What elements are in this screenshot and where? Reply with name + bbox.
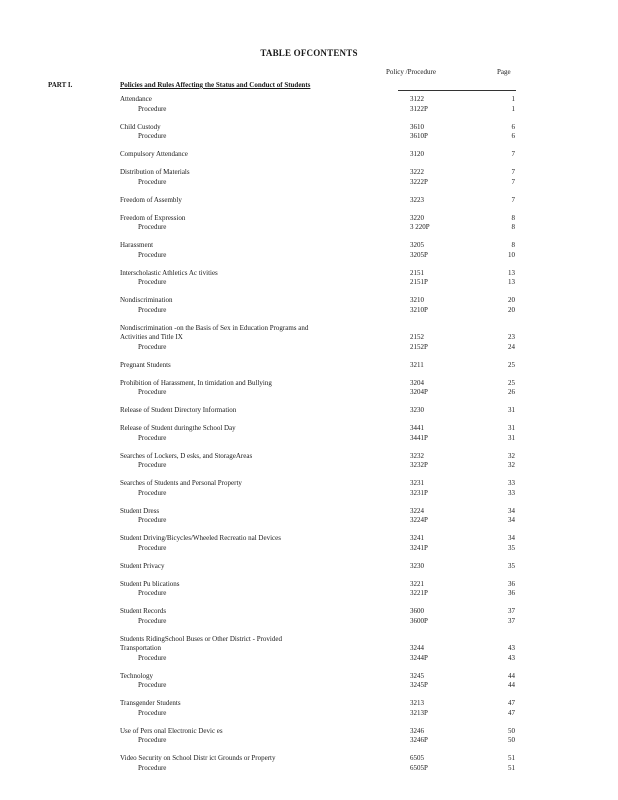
toc-policy-number: 3241P — [410, 543, 428, 552]
toc-line — [0, 672, 618, 682]
toc-procedure-line — [0, 434, 618, 444]
toc-line-title: Pregnant Students — [120, 360, 171, 369]
toc-page-number: 6 — [511, 132, 515, 140]
toc-line-title: Student Dress — [120, 506, 160, 515]
toc-page-number: 13 — [508, 278, 515, 286]
toc-entry — [0, 241, 618, 260]
toc-line-title: Release of Student duringthe School Day — [120, 424, 236, 432]
toc-entry — [0, 361, 618, 371]
toc-policy-number: 2151 — [410, 268, 424, 277]
toc-line — [0, 580, 618, 590]
toc-line-title: Searches of Students and Personal Property — [120, 479, 242, 487]
toc-page-number: 24 — [508, 342, 515, 351]
toc-line — [0, 699, 618, 709]
toc-line — [0, 296, 618, 306]
toc-page-number: 31 — [508, 406, 515, 414]
toc-policy-number: 3122P — [410, 104, 428, 113]
toc-policy-number: 3245P — [410, 681, 428, 689]
toc-line-title: Procedure — [138, 681, 167, 689]
toc-procedure-line — [0, 388, 618, 398]
toc-policy-number: 3244 — [410, 644, 424, 652]
toc-line-title: Procedure — [138, 589, 167, 597]
toc-line-title: Searches of Lockers, D esks, and StorageAreas — [120, 451, 253, 460]
toc-entry — [0, 123, 618, 142]
page-column-header: Page — [497, 68, 511, 76]
toc-procedure-line — [0, 178, 618, 188]
toc-line-title: Student Records — [120, 607, 167, 615]
toc-policy-number: 3210P — [410, 305, 428, 314]
toc-line-title: Procedure — [138, 616, 167, 625]
toc-line — [0, 269, 618, 279]
toc-entry — [0, 580, 618, 599]
toc-line-title: Technology — [120, 671, 153, 680]
toc-page-number: 44 — [508, 681, 515, 689]
toc-line — [0, 379, 618, 389]
toc-entry — [0, 196, 618, 206]
policy-column-header: Policy /Procedure — [386, 68, 436, 76]
toc-entry — [0, 424, 618, 443]
toc-line — [0, 324, 618, 334]
toc-line-title: Students RidingSchool Buses or Other District - Provided — [120, 634, 282, 643]
toc-page-number: 35 — [508, 561, 515, 570]
toc-page-number: 7 — [511, 177, 515, 186]
toc-procedure-line — [0, 343, 618, 353]
toc-procedure-line — [0, 764, 618, 774]
toc-line-title: Procedure — [138, 653, 167, 662]
toc-entry — [0, 150, 618, 160]
toc-policy-number: 3205 — [410, 241, 424, 249]
toc-line-title: Prohibition of Harassment, In timidation and Bullying — [120, 378, 272, 387]
part-label: PART I. — [48, 81, 73, 89]
toc-line-title: Procedure — [138, 516, 167, 524]
toc-line-title: Procedure — [138, 132, 167, 140]
page-title: TABLE OFCONTENTS — [260, 48, 358, 58]
toc-policy-number: 3610 — [410, 122, 424, 131]
toc-entry-list — [0, 95, 618, 782]
toc-procedure-line — [0, 132, 618, 142]
toc-page-number: 7 — [511, 168, 515, 176]
toc-entry — [0, 406, 618, 416]
toc-line — [0, 644, 618, 654]
toc-line-title: Harassment — [120, 241, 154, 249]
toc-page-number: 1 — [511, 104, 515, 113]
toc-entry — [0, 534, 618, 553]
toc-policy-number: 6505P — [410, 763, 428, 772]
header-underline — [398, 90, 516, 91]
toc-policy-number: 2152P — [410, 342, 428, 351]
toc-policy-number: 3211 — [410, 360, 424, 369]
toc-policy-number: 3230 — [410, 561, 424, 570]
toc-page-number: 50 — [508, 726, 515, 735]
toc-page-number: 33 — [508, 488, 515, 497]
toc-line — [0, 562, 618, 572]
toc-line — [0, 727, 618, 737]
toc-page-number: 43 — [508, 653, 515, 662]
toc-policy-number: 3221 — [410, 579, 424, 588]
toc-page-number: 8 — [511, 213, 515, 222]
toc-procedure-line — [0, 654, 618, 664]
part-title: Policies and Rules Affecting the Status and Conduct of Students — [120, 81, 311, 89]
toc-page-number: 20 — [508, 305, 515, 314]
toc-procedure-line — [0, 589, 618, 599]
toc-line-title: Nondiscrimination -on the Basis of Sex in Education Programs and — [120, 323, 309, 332]
toc-entry — [0, 324, 618, 353]
toc-policy-number: 3213 — [410, 699, 424, 707]
toc-entry — [0, 699, 618, 718]
toc-policy-number: 3600P — [410, 616, 428, 625]
toc-entry — [0, 727, 618, 746]
toc-entry — [0, 379, 618, 398]
toc-line-title: Procedure — [138, 104, 167, 113]
toc-line-title: Procedure — [138, 736, 167, 744]
toc-page-number: 35 — [508, 543, 515, 552]
toc-line-title: Student Pu blications — [120, 579, 180, 588]
toc-line-title: Video Security on School Distr ict Grounds or Property — [120, 754, 276, 762]
toc-page-number: 47 — [508, 708, 515, 717]
toc-procedure-line — [0, 278, 618, 288]
toc-page-number: 47 — [508, 699, 515, 707]
toc-entry — [0, 562, 618, 572]
toc-line — [0, 241, 618, 251]
toc-policy-number: 2152 — [410, 333, 424, 341]
toc-policy-number: 3232P — [410, 461, 428, 469]
toc-line — [0, 214, 618, 224]
toc-page-number: 23 — [508, 333, 515, 341]
toc-page-number: 36 — [508, 589, 515, 597]
toc-page-number: 51 — [508, 754, 515, 762]
toc-page-number: 31 — [508, 433, 515, 442]
toc-line-title: Procedure — [138, 461, 167, 469]
toc-page-number: 1 — [511, 95, 515, 103]
toc-line — [0, 168, 618, 178]
toc-procedure-line — [0, 223, 618, 233]
toc-entry — [0, 672, 618, 691]
toc-page-number: 34 — [508, 534, 515, 542]
toc-policy-number: 3222 — [410, 168, 424, 176]
toc-policy-number: 3245 — [410, 671, 424, 680]
toc-policy-number: 3120 — [410, 150, 424, 158]
toc-entry — [0, 607, 618, 626]
toc-entry — [0, 269, 618, 288]
toc-line-title: Procedure — [138, 177, 167, 186]
toc-entry — [0, 754, 618, 773]
toc-line-title: Procedure — [138, 342, 167, 351]
toc-line-title: Attendance — [120, 95, 152, 103]
toc-page-number: 37 — [508, 607, 515, 615]
toc-policy-number: 3241 — [410, 534, 424, 542]
toc-entry — [0, 452, 618, 471]
toc-line — [0, 754, 618, 764]
toc-policy-number: 3441P — [410, 433, 428, 442]
toc-policy-number: 3246P — [410, 736, 428, 744]
toc-line-title: Nondiscrimination — [120, 296, 173, 304]
toc-page-number: 10 — [508, 250, 515, 259]
toc-policy-number: 3210 — [410, 296, 424, 304]
toc-line-title: Transportation — [120, 644, 161, 652]
toc-page-number: 32 — [508, 451, 515, 460]
toc-line-title: Procedure — [138, 763, 167, 772]
toc-policy-number: 3204P — [410, 388, 428, 396]
toc-policy-number: 3223 — [410, 195, 424, 204]
toc-page-number: 51 — [508, 763, 515, 772]
toc-page-number: 7 — [511, 150, 515, 158]
toc-policy-number: 3231 — [410, 479, 424, 487]
toc-policy-number: 3232 — [410, 451, 424, 460]
toc-procedure-line — [0, 461, 618, 471]
toc-page-number: 6 — [511, 122, 515, 131]
toc-policy-number: 3231P — [410, 488, 428, 497]
toc-page-number: 25 — [508, 360, 515, 369]
toc-policy-number: 3204 — [410, 378, 424, 387]
toc-line-title: Student Driving/Bicycles/Wheeled Recreatio nal Devices — [120, 534, 281, 542]
toc-page-number: 8 — [511, 241, 515, 249]
toc-line — [0, 452, 618, 462]
toc-policy-number: 3224P — [410, 516, 428, 524]
toc-line-title: Student Privacy — [120, 561, 165, 570]
toc-line — [0, 534, 618, 544]
toc-line — [0, 361, 618, 371]
toc-line-title: Interscholastic Athletics Ac tivities — [120, 268, 218, 277]
toc-line-title: Activities and Title IX — [120, 333, 183, 341]
toc-line — [0, 95, 618, 105]
toc-line-title: Child Custody — [120, 122, 161, 131]
toc-line-title: Distribution of Materials — [120, 168, 190, 176]
toc-entry — [0, 296, 618, 315]
toc-line-title: Compulsory Attendance — [120, 150, 188, 158]
toc-policy-number: 6505 — [410, 754, 424, 762]
toc-line — [0, 424, 618, 434]
toc-page-number: 34 — [508, 506, 515, 515]
toc-entry — [0, 479, 618, 498]
toc-procedure-line — [0, 617, 618, 627]
toc-page-number: 25 — [508, 378, 515, 387]
toc-policy-number: 3244P — [410, 653, 428, 662]
toc-page-number: 34 — [508, 516, 515, 524]
toc-page-number: 20 — [508, 296, 515, 304]
toc-page-number: 8 — [511, 223, 515, 231]
toc-policy-number: 3224 — [410, 506, 424, 515]
toc-procedure-line — [0, 306, 618, 316]
toc-line-title: Freedom of Assembly — [120, 195, 182, 204]
toc-page-number: 31 — [508, 424, 515, 432]
toc-policy-number: 3246 — [410, 726, 424, 735]
toc-entry — [0, 635, 618, 664]
toc-line-title: Procedure — [138, 488, 167, 497]
toc-procedure-line — [0, 251, 618, 261]
toc-policy-number: 2151P — [410, 278, 428, 286]
toc-page-number: 37 — [508, 616, 515, 625]
toc-entry — [0, 95, 618, 114]
toc-procedure-line — [0, 709, 618, 719]
toc-procedure-line — [0, 681, 618, 691]
toc-line-title: Procedure — [138, 250, 167, 259]
toc-line-title: Use of Pers onal Electronic Devic es — [120, 726, 223, 735]
toc-line-title: Procedure — [138, 433, 167, 442]
toc-line — [0, 196, 618, 206]
toc-line-title: Procedure — [138, 708, 167, 717]
toc-procedure-line — [0, 544, 618, 554]
toc-line-title: Procedure — [138, 388, 167, 396]
toc-line-title: Release of Student Directory Information — [120, 406, 237, 414]
toc-line — [0, 635, 618, 645]
toc-policy-number: 3221P — [410, 589, 428, 597]
toc-procedure-line — [0, 105, 618, 115]
toc-entry — [0, 168, 618, 187]
toc-page-number: 33 — [508, 479, 515, 487]
toc-procedure-line — [0, 736, 618, 746]
toc-policy-number: 3230 — [410, 406, 424, 414]
toc-procedure-line — [0, 489, 618, 499]
toc-line — [0, 406, 618, 416]
toc-policy-number: 3 220P — [410, 223, 430, 231]
toc-line — [0, 507, 618, 517]
toc-line-title: Procedure — [138, 278, 167, 286]
toc-policy-number: 3205P — [410, 250, 428, 259]
toc-page-number: 36 — [508, 579, 515, 588]
toc-line — [0, 607, 618, 617]
toc-page-number: 44 — [508, 671, 515, 680]
toc-line — [0, 150, 618, 160]
toc-page-number: 32 — [508, 461, 515, 469]
toc-line-title: Procedure — [138, 223, 167, 231]
toc-policy-number: 3441 — [410, 424, 424, 432]
toc-policy-number: 3122 — [410, 95, 424, 103]
toc-procedure-line — [0, 516, 618, 526]
toc-page-number: 50 — [508, 736, 515, 744]
toc-page-number: 13 — [508, 268, 515, 277]
toc-line-title: Freedom of Expression — [120, 213, 186, 222]
toc-policy-number: 3600 — [410, 607, 424, 615]
toc-page-number: 26 — [508, 388, 515, 396]
toc-policy-number: 3213P — [410, 708, 428, 717]
toc-policy-number: 3610P — [410, 132, 428, 140]
toc-policy-number: 3220 — [410, 213, 424, 222]
toc-line — [0, 123, 618, 133]
toc-line-title: Procedure — [138, 305, 167, 314]
toc-page-number: 7 — [511, 195, 515, 204]
toc-line-title: Transgender Students — [120, 699, 181, 707]
toc-entry — [0, 214, 618, 233]
toc-line-title: Procedure — [138, 543, 167, 552]
toc-line — [0, 479, 618, 489]
toc-page-number: 43 — [508, 644, 515, 652]
toc-entry — [0, 507, 618, 526]
toc-policy-number: 3222P — [410, 177, 428, 186]
toc-line — [0, 333, 618, 343]
